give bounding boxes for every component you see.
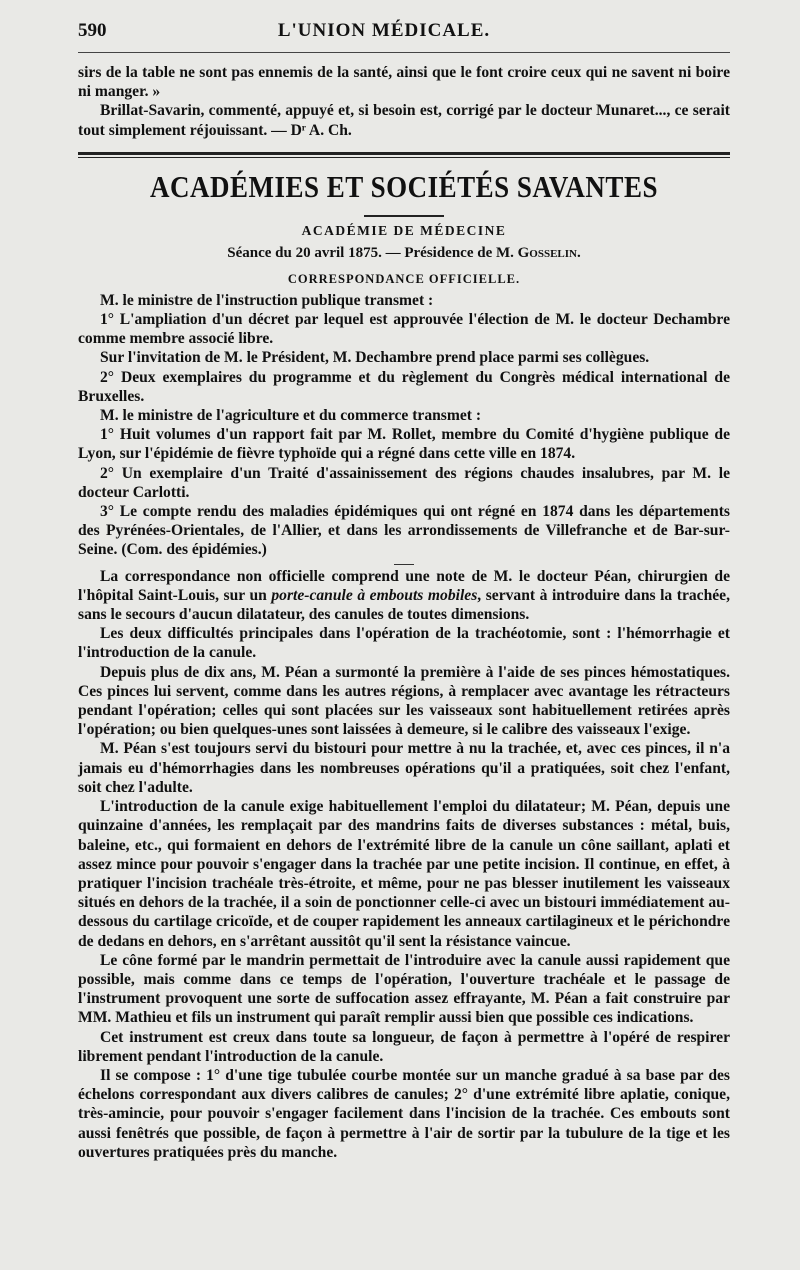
paragraph-1: M. le ministre de l'instruction publique transmet : [100, 291, 434, 309]
paragraph-12: M. Péan s'est toujours servi du bistouri pour mettre à nu la trachée, et, avec ces pinces, il n'a jamais eu d'hémorrhagies dans les nombreuses opérations qu'il a pratiquées, soit chez l'enfant, soit chez l'adulte. [78, 740, 730, 796]
page-content [78, 20, 730, 1240]
section-title: ACADÉMIES ET SOCIÉTÉS SAVANTES [150, 169, 658, 204]
paragraph-6: 1° Huit volumes d'un rapport fait par M. Rollet, membre du Comité d'hygiène publique de Lyon, sur l'épidémie de fièvre typhoïde qui a régné dans cette ville en 1874. [78, 426, 730, 463]
paragraph-2: 1° L'ampliation d'un décret par lequel est approuvée l'élection de M. le docteur Dechambre comme membre associé libre. [78, 311, 730, 348]
session-line [78, 245, 730, 262]
opening-paragraph-1: sirs de la table ne sont pas ennemis de la santé, ainsi que le font croire ceux qui ne savent ni boire ni manger. » [78, 64, 730, 101]
paragraph-9-italic: porte-canule à embouts mobiles [271, 586, 478, 604]
paragraph-3: Sur l'invitation de M. le Président, M. Dechambre prend place parmi ses collègues. [100, 349, 650, 367]
paragraph-14: Le cône formé par le mandrin permettait de l'introduire avec la canule aussi rapidement que possible, mais comme dans ce temps de l'opération, l'ouverture trachéale et le passage de l'instrument provoquent une sorte de suffocation assez effrayante, M. Péan a fait construire par MM. Mathieu et fils un instrument qui paraît remplir aussi bien que possible ces indications. [78, 951, 730, 1027]
section-divider [78, 152, 730, 158]
paragraph-4: 2° Deux exemplaires du programme et du règlement du Congrès médical international de Bruxelles. [78, 368, 730, 405]
journal-title: L'UNION MÉDICALE. [277, 20, 491, 41]
paragraph-7: 2° Un exemplaire d'un Traité d'assainissement des régions chaudes insalubres, par M. le docteur Carlotti. [78, 464, 730, 501]
running-header [78, 20, 730, 53]
paragraph-9 [78, 567, 730, 625]
title-rule [364, 215, 444, 217]
paragraph-8: 3° Le compte rendu des maladies épidémiques qui ont régné en 1874 dans les départements des Pyrénées-Orientales, de l'Allier, et dans les arrondissements de Villefranche et de Bar-sur-Seine. (Com. des épidémies.) [78, 503, 730, 559]
paragraph-10: Les deux difficultés principales dans l'opération de la trachéotomie, sont : l'hémorrhagie et l'introduction de la canule. [78, 625, 730, 662]
page-number: 590 [78, 20, 107, 41]
paragraph-13: L'introduction de la canule exige habituellement l'emploi du dilatateur; M. Péan, depuis une quinzaine d'années, les remplaçait par des mandrins faits de diverses substances : métal, buis, baleine, etc., qui formaient en dehors de l'extrémité libre de la canule un cône saillant, aplati et assez mince pour pouvoir s'engager dans la trachée par une petite incision. Il continue, en effet, à pratiquer l'incision trachéale très-étroite, et même, pour ne pas blesser inutilement les vaisseaux situés en dehors de la trachée, il a soin de ponctionner celle-ci avec un bistouri immédiatement au-dessous du cartilage cricoïde, et de couper rapidement les anneaux cartilagineux et le périchondre de dedans en dehors, en s'arrêtant aussitôt qu'il sent la résistance vaincue. [78, 798, 730, 950]
session-president: Gosselin [517, 244, 577, 261]
paragraph-15: Cet instrument est creux dans toute sa longueur, de façon à permettre à l'opéré de respirer librement pendant l'introduction de la canule. [78, 1028, 730, 1065]
correspondence-heading: CORRESPONDANCE OFFICIELLE. [287, 271, 521, 286]
academy-heading: ACADÉMIE DE MÉDECINE [301, 222, 507, 238]
session-date: Séance du 20 avril 1875. — Présidence de M. [227, 244, 518, 261]
paragraph-separator [394, 564, 414, 565]
session-suffix: . [577, 244, 581, 261]
paragraph-9-start: La correspondance non officielle comprend une note de M. le docteur Péan, chirurgien de l'hôpital Saint-Louis, sur un [78, 567, 730, 604]
opening-paragraph-2: Brillat-Savarin, commenté, appuyé et, si besoin est, corrigé par le docteur Munaret..., ce serait tout simplement réjouissant. — Dʳ A. Ch. [78, 102, 730, 139]
paragraph-11: Depuis plus de dix ans, M. Péan a surmonté la première à l'aide de ses pinces hémostatiques. Ces pinces lui servent, comme dans les autres régions, à remplacer avec avantage les rétracteurs pendant l'opération; celles qui sont placées sur les vaisseaux sont habituellement retirées après l'opération; ou bien quelques-unes sont laissées à demeure, si le calibre des vaisseaux l'exige. [78, 663, 730, 739]
paragraph-9-end: , servant à introduire dans la trachée, sans le secours d'aucun dilatateur, des canules de toutes dimensions. [78, 586, 731, 624]
paragraph-5: M. le ministre de l'agriculture et du commerce transmet : [100, 407, 482, 425]
paragraph-16: Il se compose : 1° d'une tige tubulée courbe montée sur un manche gradué à sa base par des échelons correspondant aux divers calibres de canules; 2° d'une extrémité libre aplatie, conique, très-amincie, pour pouvoir s'engager facilement dans l'incision de la trachée. Ces embouts sont aussi fenêtrés que possible, de façon à permettre à l'air de sortir par la tubulure de la tige et les ouvertures pratiquées près du manche. [78, 1066, 730, 1161]
opening-block [78, 63, 730, 140]
